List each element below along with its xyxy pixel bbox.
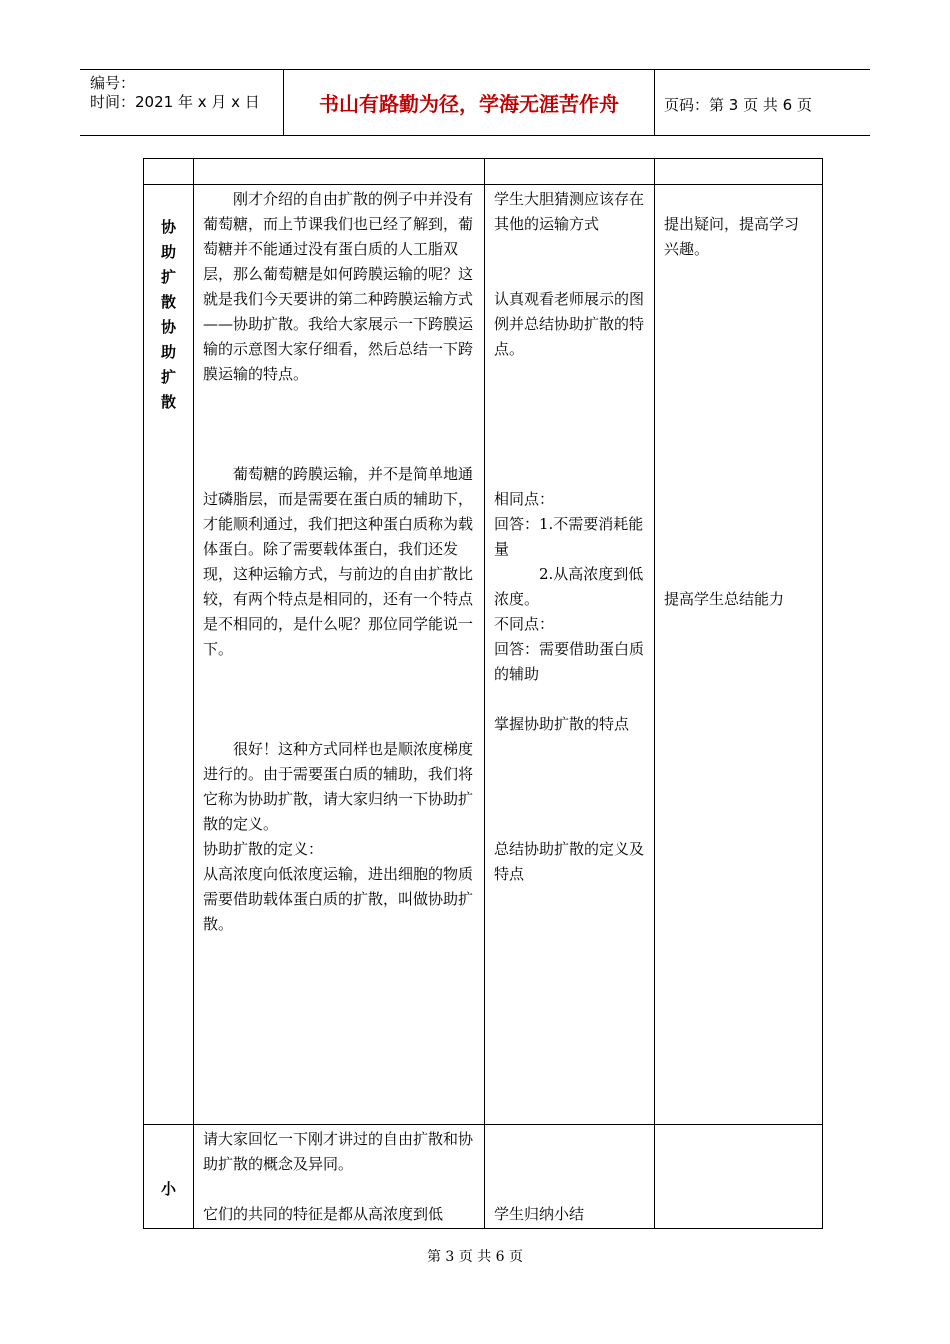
header-bottom-rule [80,135,870,136]
teacher-activity-cell [194,1125,485,1229]
page-info: 页码：第 3 页 共 6 页 [664,96,812,114]
time-label: 时间：2021 年 x 月 x 日 [90,93,260,111]
table-row-summary [144,1125,823,1229]
section-label-char: 助 [160,343,176,361]
student-text: 相同点： [494,490,555,508]
definition-title: 协助扩散的定义： [203,840,324,858]
design-intent-cell [655,1125,823,1229]
teacher-paragraph: 刚才介绍的自由扩散的例子中并没有葡萄糖，而上节课我们也已经了解到，葡萄糖并不能通过没有蛋白质的人工脂双层，那么葡萄糖是如何跨膜运输的呢？这就是我们今天要讲的第二种跨膜运输方式——协助扩散。我给大家展示一下跨膜运输的示意图大家仔细看，然后总结一下跨膜运输的特点。 [203,190,474,383]
section-label-char: 小 [160,1180,176,1198]
student-activity-cell [485,185,655,1125]
intent-text: 提高学生总结能力 [664,590,785,608]
section-label-char: 扩 [160,268,176,286]
motto-title: 书山有路勤为径，学海无涯苦作舟 [319,92,619,116]
section-label-cell [144,185,194,1125]
section-label-char: 助 [160,243,176,261]
definition-body: 从高浓度向低浓度运输，进出细胞的物质需要借助载体蛋白质的扩散，叫做协助扩散。 [203,865,474,933]
header-divider [654,69,655,136]
teacher-paragraph: 葡萄糖的跨膜运输，并不是简单地通过磷脂层，而是需要在蛋白质的辅助下，才能顺利通过，我们把这种蛋白质称为载体蛋白。除了需要载体蛋白，我们还发现，这种运输方式，与前边的自由扩散比较，有两个特点是相同的，还有一个特点是不相同的，是什么呢？那位同学能说一下。 [203,465,474,658]
student-text: 认真观看老师展示的图例并总结协助扩散的特点。 [494,290,645,358]
lesson-plan-table [143,158,823,1229]
section-label-vertical [144,185,193,415]
code-label: 编号： [90,74,136,92]
student-text: 学生归纳小结 [494,1205,585,1223]
header-divider [283,69,284,136]
section-label-char: 散 [160,293,176,311]
intent-text: 提出疑问，提高学习兴趣。 [664,215,800,258]
table-row [144,159,823,185]
section-label-char: 协 [160,318,176,336]
student-activity-cell [485,1125,655,1229]
student-text: 不同点： [494,615,555,633]
student-text: 学生大胆猜测应该存在其他的运输方式 [494,190,645,233]
student-text: 总结协助扩散的定义及特点 [494,840,645,883]
design-intent-cell [655,185,823,1125]
student-text: 掌握协助扩散的特点 [494,715,630,733]
section-label-cell [144,1125,194,1229]
student-text: 2.从高浓度到低浓度。 [494,565,644,608]
table-row-facilitated-diffusion [144,185,823,1125]
section-label-char: 协 [160,218,176,236]
header-top-rule [80,69,870,70]
section-label-char: 散 [160,393,176,411]
empty-cell [194,159,485,185]
teacher-paragraph: 很好！这种方式同样也是顺浓度梯度进行的。由于需要蛋白质的辅助，我们将它称为协助扩散，请大家归纳一下协助扩散的定义。 [203,740,474,833]
teacher-paragraph: 请大家回忆一下刚才讲过的自由扩散和协助扩散的概念及异同。 [203,1130,474,1173]
teacher-activity-cell [194,185,485,1125]
section-label-char: 扩 [160,368,176,386]
empty-cell [655,159,823,185]
page-footer: 第 3 页 共 6 页 [426,1249,524,1265]
empty-cell [485,159,655,185]
teacher-paragraph: 它们的共同的特征是都从高浓度到低 [203,1205,444,1223]
student-text: 回答：需要借助蛋白质的辅助 [494,640,645,683]
empty-cell [144,159,194,185]
student-text: 回答：1.不需要消耗能量 [494,515,644,558]
